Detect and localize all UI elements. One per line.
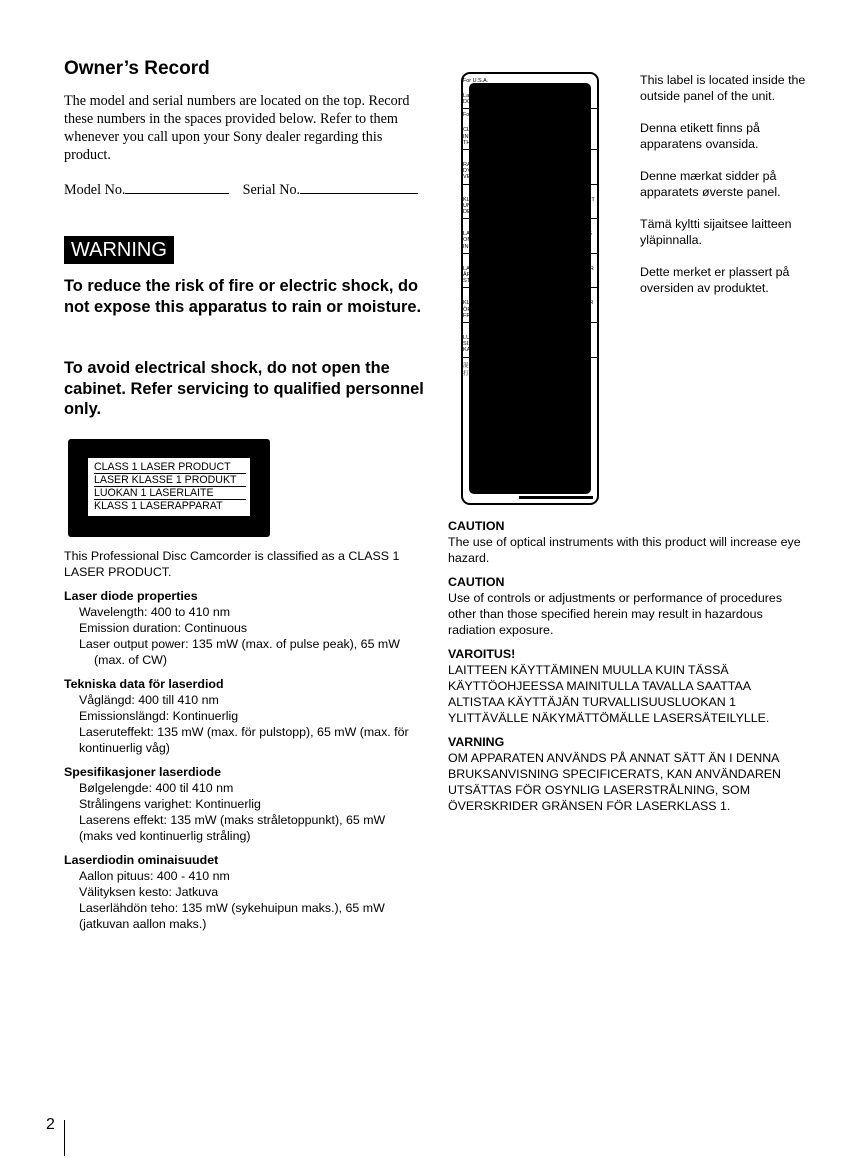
warning-text-fire: To reduce the risk of fire or electric shock, do not expose this apparatus to rain or moisture. <box>64 277 422 316</box>
spec-heading: Tekniska data för laserdiod <box>64 677 224 691</box>
spec-heading: Spesifikasjoner laserdiode <box>64 765 222 779</box>
caution-text: LASERSTRÅLING AF KLASSE 2 VED ÅBNING OG OMGÅELSE AF LÅSEANORDNINGER. STIR IKKE IND I STRÅLEN. <box>463 231 593 250</box>
caution-title: VARO! <box>517 326 543 336</box>
caution-text: KLASS 2 LASERSTRÅLNING NÄR DENNA DEL ÄR ÖPPNAD OCH SPÄRRMEKANISMER ÄR FRIGJORDA. TITTA INTE IN I LASERSTRÅLEN. <box>463 300 594 319</box>
spec-line: Laserlähdön teho: 135 mW (sykehuipun maks.), 65 mW <box>79 901 385 915</box>
spec-block <box>64 676 426 756</box>
label-location-notes <box>640 72 820 312</box>
caution-title: ADVARSEL <box>508 256 552 266</box>
caution-label-content <box>461 72 599 505</box>
model-serial-line <box>64 181 424 199</box>
serial-label: Serial No. <box>242 182 301 198</box>
caution-divider <box>463 149 597 150</box>
caution-divider <box>463 108 597 109</box>
caution-notice <box>448 734 808 814</box>
caution-body: Use of controls or adjustments or performance of procedures other than those specified herein may result in hazardous radiation exposure. <box>448 591 783 637</box>
label-note: This label is located inside the outside panel of the unit. <box>640 73 806 103</box>
spec-line: Laserens effekt: 135 mW (maks stråletoppunkt), 65 mW <box>79 813 386 827</box>
spec-line: (max. of CW) <box>94 653 167 667</box>
caution-divider <box>463 184 597 185</box>
spec-line: Wavelength: 400 to 410 nm <box>79 605 231 619</box>
caution-notices <box>448 518 808 822</box>
spec-line: Emission duration: Continuous <box>79 621 248 635</box>
caution-heading: VAROITUS! <box>448 647 516 661</box>
caution-text: CLASS 2 LASER RADIATION WHEN OPEN AND INTERLOCKS DEFEATED. DO NOT STARE INTO THE BEAM. <box>463 127 590 146</box>
label-note: Dette merket er plassert på oversiden av produktet. <box>640 265 790 295</box>
spec-heading: Laser diode properties <box>64 589 198 603</box>
spec-line: Strålingens varighet: Kontinuerlig <box>79 797 261 811</box>
label-note: Denna etikett finns på apparatens ovansida. <box>640 121 760 151</box>
caution-divider <box>463 253 597 254</box>
caution-title: CAUTION <box>512 84 548 93</box>
laser-label-line: LASER KLASSE 1 PRODUKT <box>94 474 246 487</box>
caution-body: LAITTEEN KÄYTTÄMINEN MUULLA KUIN TÄSSÄ KÄYTTÖOHJEESSA MAINITULLA TAVALLA SAATTAA ALTISTAA KÄYTTÄJÄN TURVALLISUUSLUOKAN 1 YLITTÄVÄLLE NÄKYMÄTTÖMÄLLE LASERSÄTEILYLLE. <box>448 663 770 725</box>
caution-title: ATTENTION <box>507 153 553 163</box>
laser-class-label <box>68 439 270 537</box>
caution-text: KLASSE 2-LASERSTRAHLUNG WENN GEÖFFNET UND SPERREN AUSSER FUNKTION. NICHT IN DEN STRAHL SEHEN. <box>463 196 595 216</box>
caution-heading: CAUTION <box>448 575 505 589</box>
page-number: 2 <box>46 1116 55 1133</box>
spec-line: Bølgelengde: 400 til 410 nm <box>79 781 234 795</box>
caution-title-cn: 注意 <box>555 362 569 370</box>
caution-text: LUOKAN 2 LASERSÄTEILYÄ AVATTUNA JA SISÄISET LUKITUKSET POISTETTUINA. ÄLÄ KATSO SÄTEESEEN. <box>463 335 580 354</box>
owners-record-body: The model and serial numbers are located on the top. Record these numbers in the spaces provided below. Refer to them whenever you call upon your Sony dealer regarding this product. <box>64 93 410 163</box>
caution-region-eu: For EUROPE <box>463 112 496 119</box>
laser-class-label-panel <box>88 458 250 516</box>
spec-line: Våglängd: 400 till 410 nm <box>79 693 219 707</box>
caution-body: OM APPARATEN ANVÄNDS PÅ ANNAT SÄTT ÄN I DENNA BRUKSANVISNING SPECIFICERATS, KAN ANVÄNDAREN UTSÄTTAS FÖR OSYNLIG LASERSTRÅLNING, SOM ÖVERSKRIDER GRÄNSEN FÖR LASERKLASS 1. <box>448 751 782 813</box>
caution-divider <box>463 287 597 288</box>
caution-text: RADIATIONS LASER DE CLASSE 2 EN CAS D'OUVERTURE ET DE DESACTIVATION DES VERROUS. NE PAS REGARDER LE FAISCEAU. <box>463 162 587 181</box>
model-label: Model No. <box>64 182 126 198</box>
spec-block <box>64 852 426 932</box>
caution-title: VORSICHT <box>509 187 551 197</box>
caution-text: LASERSTRÅLING I KLASSE 2 NÅR DEKSELET ER ÅPENT OG LÅSENE UTE AV FUNKSJON. IKKE STIRR INN I STRÅLEN. <box>463 265 594 285</box>
serial-blank <box>300 181 418 194</box>
label-note: Denne mærkat sidder på apparatets øverste panel. <box>640 169 781 199</box>
model-blank <box>125 181 229 194</box>
caution-title: ADVARSEL <box>508 222 552 232</box>
caution-text-cn: 打开和装置联锁故障时有激光辐射 勿直视光束 <box>463 370 577 377</box>
spec-line: Laser output power: 135 mW (max. of pulse peak), 65 mW <box>79 637 400 651</box>
laser-label-line: LUOKAN 1 LASERLAITE <box>94 487 246 500</box>
caution-region-us: For U.S.A. <box>463 78 489 84</box>
caution-divider <box>463 322 597 323</box>
spec-line: Emissionslängd: Kontinuerlig <box>79 709 239 723</box>
owners-record-title: Owner’s Record <box>64 58 210 79</box>
laser-specs <box>64 588 426 940</box>
caution-notice <box>448 518 808 566</box>
caution-title: CAUTION <box>512 118 548 128</box>
caution-label-paper <box>461 72 599 377</box>
caution-notice <box>448 574 808 638</box>
label-note: Tämä kyltti sijaitsee laitteen yläpinnalla. <box>640 217 792 247</box>
spec-line: Välityksen kesto: Jatkuva <box>79 885 219 899</box>
spec-line: Laseruteffekt: 135 mW (max. för pulstopp), 65 mW (max. för <box>79 725 409 739</box>
caution-heading: CAUTION <box>448 519 505 533</box>
spec-line: Aallon pituus: 400 - 410 nm <box>79 869 230 883</box>
laser-label-line: CLASS 1 LASER PRODUCT <box>94 461 246 474</box>
spec-block <box>64 588 426 668</box>
spec-line: (maks ved kontinuerlig stråling) <box>79 829 251 843</box>
warning-badge: WARNING <box>64 236 174 264</box>
spec-line: kontinuerlig våg) <box>79 741 170 755</box>
caution-region-cn: 混合中國 <box>463 362 485 369</box>
caution-cn-row <box>461 361 599 371</box>
spec-block <box>64 764 426 844</box>
caution-notice <box>448 646 808 726</box>
caution-label-bar <box>519 496 593 499</box>
spec-line: (jatkuvan aallon maks.) <box>79 917 207 931</box>
warning-text-shock: To avoid electrical shock, do not open the cabinet. Refer servicing to qualified personnel only. <box>64 359 424 418</box>
caution-heading: VARNING <box>448 735 505 749</box>
caution-divider <box>463 357 597 358</box>
caution-body: The use of optical instruments with this product will increase eye hazard. <box>448 535 801 565</box>
spec-heading: Laserdiodin ominaisuudet <box>64 853 219 867</box>
classification-text: This Professional Disc Camcorder is classified as a CLASS 1 LASER PRODUCT. <box>64 549 400 579</box>
caution-title: VARNING <box>512 291 548 301</box>
caution-divider <box>463 218 597 219</box>
caution-text: Laser radiation when open and interlock defeated. DO NOT STARE INTO BEAM. <box>463 93 588 106</box>
page-number-rule <box>64 1120 65 1156</box>
laser-label-line: KLASS 1 LASERAPPARAT <box>94 500 223 512</box>
